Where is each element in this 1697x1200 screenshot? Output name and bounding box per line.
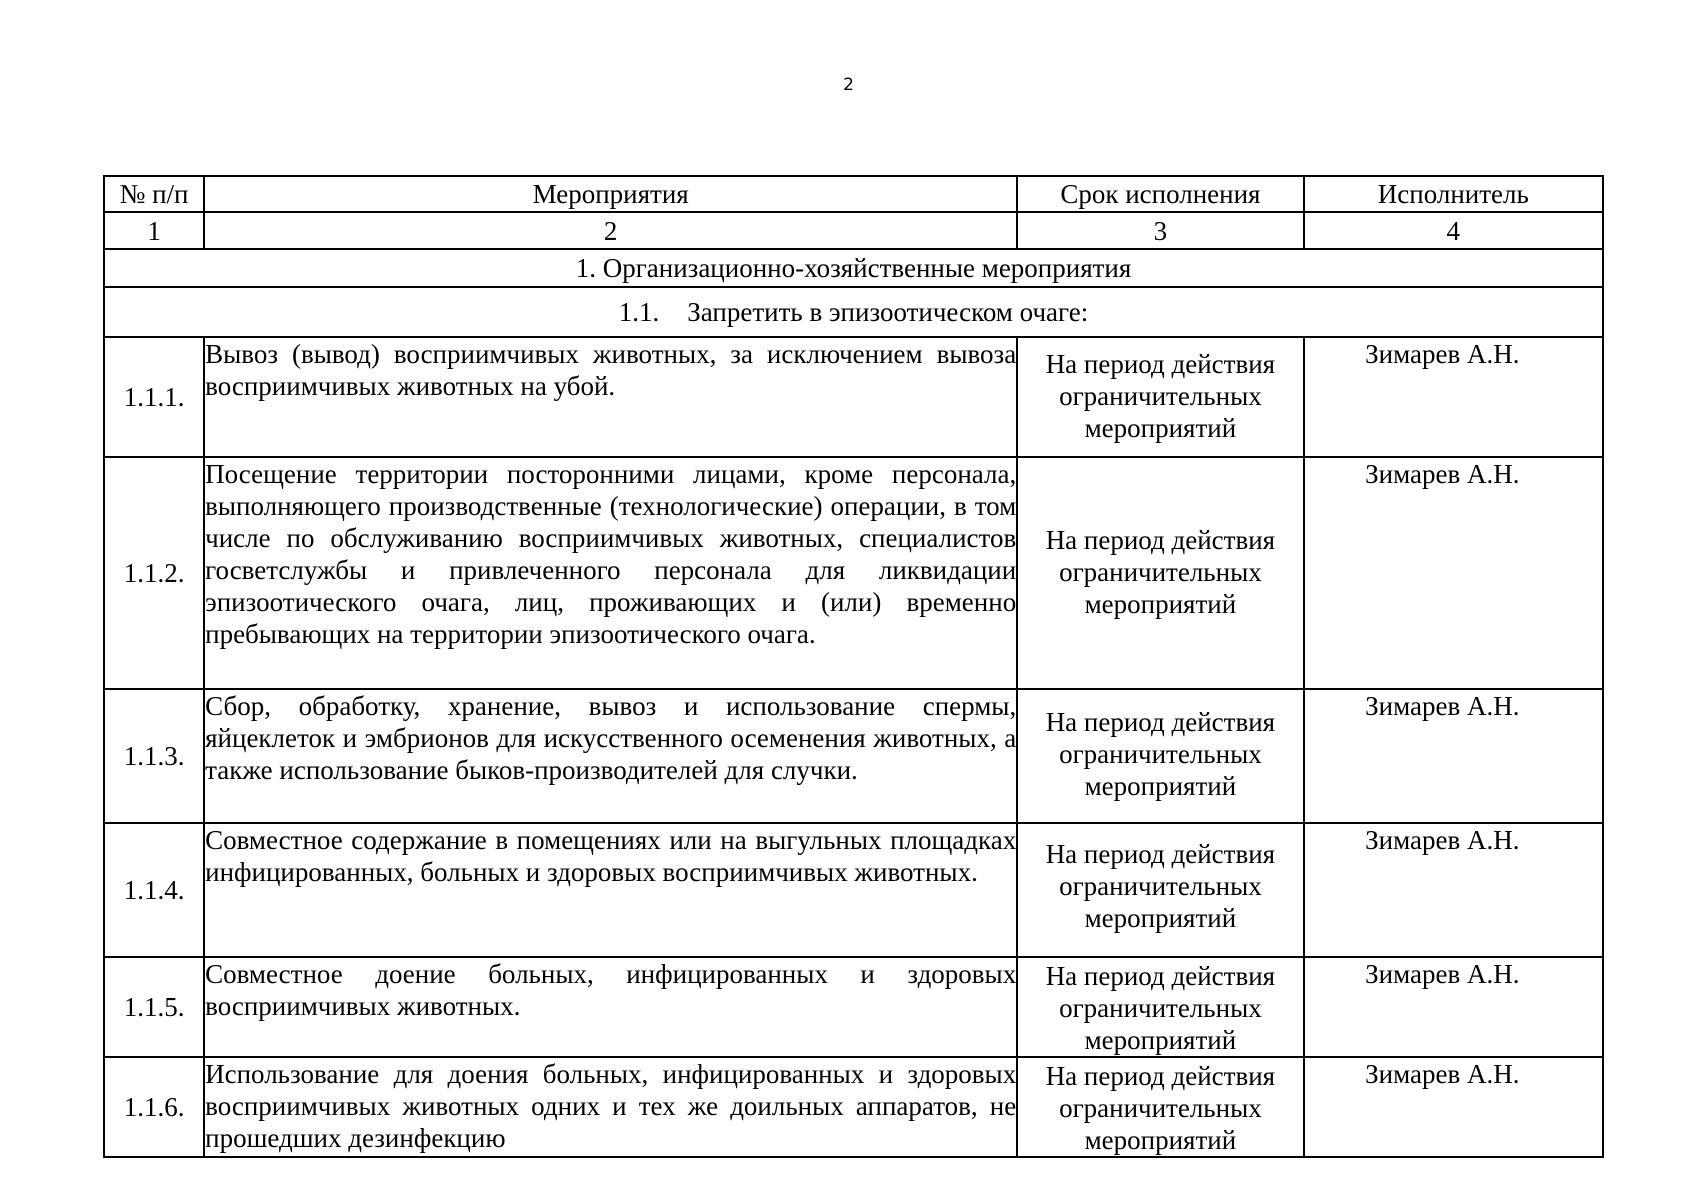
row-activity: Совместное содержание в помещениях или на выгульных площадках инфицированных, больных и здоровых восприимчивых животных.	[204, 823, 1017, 957]
table-row	[104, 689, 1603, 823]
executor-name: Зимарев А.Н.	[1365, 825, 1520, 855]
table-row	[104, 957, 1603, 1057]
column-index-row	[104, 212, 1603, 249]
row-activity: Совместное доение больных, инфицированных и здоровых восприимчивых животных.	[204, 957, 1017, 1057]
subsection-title: Запретить в эпизоотическом очаге:	[687, 297, 1089, 327]
subsection-cell	[104, 287, 1603, 337]
table-row	[104, 457, 1603, 689]
page-number: 2	[843, 75, 854, 95]
executor-name: Зимарев А.Н.	[1365, 959, 1520, 989]
column-index: 2	[204, 212, 1017, 249]
table-row	[104, 1057, 1603, 1157]
executor-name: Зимарев А.Н.	[1365, 459, 1520, 489]
row-term: На период действия ограничительных мероприятий	[1017, 957, 1303, 1057]
row-term: На период действия ограничительных мероприятий	[1017, 337, 1303, 457]
section-row	[104, 249, 1603, 287]
subsection-row	[104, 287, 1603, 337]
row-activity: Посещение территории посторонними лицами, кроме персонала, выполняющего производственные (технологические) операции, в том числе по обслуживанию восприимчивых животных, специалистов госветслужбы и привлеченного персонала для ликвидации эпизоотического очага, лиц, проживающих и (или) временно пребывающих на территории эпизоотического очага.	[204, 457, 1017, 689]
header-activities: Мероприятия	[204, 176, 1017, 212]
row-activity: Сбор, обработку, хранение, вывоз и использование спермы, яйцеклеток и эмбрионов для искусственного осеменения животных, а также использование быков-производителей для случки.	[204, 689, 1017, 823]
row-number: 1.1.1.	[104, 337, 204, 457]
row-number: 1.1.6.	[104, 1057, 204, 1157]
header-number: № п/п	[104, 176, 204, 212]
row-number: 1.1.3.	[104, 689, 204, 823]
column-index: 4	[1304, 212, 1603, 249]
row-activity: Использование для доения больных, инфицированных и здоровых восприимчивых животных одних и тех же доильных аппаратов, не прошедших дезинфекцию	[204, 1057, 1017, 1157]
row-number: 1.1.2.	[104, 457, 204, 689]
row-term: На период действия ограничительных мероприятий	[1017, 689, 1303, 823]
executor-name: Зимарев А.Н.	[1365, 691, 1520, 721]
executor-name: Зимарев А.Н.	[1365, 1059, 1520, 1089]
executor-name: Зимарев А.Н.	[1365, 339, 1520, 369]
row-number: 1.1.5.	[104, 957, 204, 1057]
section-title: 1. Организационно-хозяйственные мероприятия	[104, 249, 1603, 287]
table-row	[104, 823, 1603, 957]
measures-table	[103, 175, 1604, 1158]
row-term: На период действия ограничительных мероприятий	[1017, 457, 1303, 689]
column-index: 1	[104, 212, 204, 249]
subsection-number: 1.1.	[618, 297, 660, 327]
row-activity: Вывоз (вывод) восприимчивых животных, за исключением вывоза восприимчивых животных на убой.	[204, 337, 1017, 457]
table-row	[104, 337, 1603, 457]
header-row	[104, 176, 1603, 212]
header-executor: Исполнитель	[1304, 176, 1603, 212]
row-number: 1.1.4.	[104, 823, 204, 957]
column-index: 3	[1017, 212, 1303, 249]
row-executor	[1304, 1057, 1603, 1157]
row-term: На период действия ограничительных мероприятий	[1017, 1057, 1303, 1157]
row-executor	[1304, 457, 1603, 689]
row-executor	[1304, 689, 1603, 823]
row-term: На период действия ограничительных мероприятий	[1017, 823, 1303, 957]
header-term: Срок исполнения	[1017, 176, 1303, 212]
row-executor	[1304, 337, 1603, 457]
row-executor	[1304, 957, 1603, 1057]
row-executor	[1304, 823, 1603, 957]
